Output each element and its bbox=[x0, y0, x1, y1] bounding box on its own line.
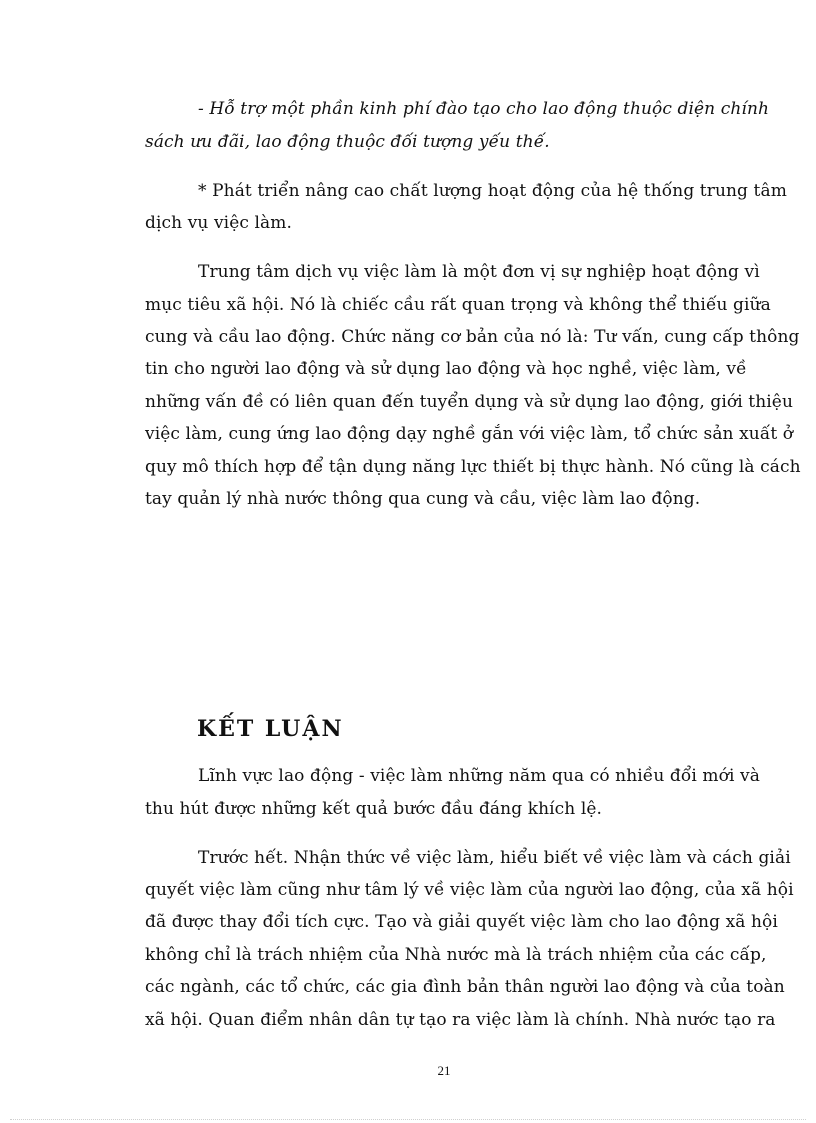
conclusion-paragraph-line: đã được thay đổi tích cực. Tạo và giải quyết việc làm cho lao động xã hội bbox=[145, 912, 778, 932]
section-heading-line-1: * Phát triển nâng cao chất lượng hoạt động của hệ thống trung tâm bbox=[198, 181, 787, 201]
service-paragraph-line: tay quản lý nhà nước thông qua cung và cầu, việc làm lao động. bbox=[145, 489, 701, 509]
service-paragraph-line: những vấn đề có liên quan đến tuyển dụng và sử dụng lao động, giới thiệu bbox=[145, 392, 793, 412]
service-paragraph-line: cung và cầu lao động. Chức năng cơ bản của nó là: Tư vấn, cung cấp thông bbox=[145, 327, 800, 347]
conclusion-title: KẾT LUẬN bbox=[197, 716, 344, 742]
intro-line-1: - Hỗ trợ một phần kinh phí đào tạo cho lao động thuộc diện chính bbox=[198, 99, 770, 119]
conclusion-paragraph-line: Lĩnh vực lao động - việc làm những năm qua có nhiều đổi mới và bbox=[198, 766, 760, 786]
conclusion-paragraph-line: các ngành, các tổ chức, các gia đình bản thân người lao động và của toàn bbox=[145, 977, 785, 997]
section-heading-line-2: dịch vụ việc làm. bbox=[145, 213, 292, 233]
service-paragraph-line: mục tiêu xã hội. Nó là chiếc cầu rất quan trọng và không thể thiếu giữa bbox=[145, 295, 771, 315]
conclusion-paragraph-line: quyết việc làm cũng như tâm lý về việc làm của người lao động, của xã hội bbox=[145, 880, 794, 900]
conclusion-paragraph-line: Trước hết. Nhận thức về việc làm, hiểu biết về việc làm và cách giải bbox=[198, 848, 791, 868]
service-paragraph-line: Trung tâm dịch vụ việc làm là một đơn vị sự nghiệp hoạt động vì bbox=[198, 262, 760, 282]
page-number: 21 bbox=[437, 1063, 451, 1078]
conclusion-paragraph-line: thu hút được những kết quả bước đầu đáng khích lệ. bbox=[145, 799, 603, 819]
intro-line-2: sách ưu đãi, lao động thuộc đối tượng yếu thế. bbox=[145, 132, 550, 152]
conclusion-paragraph-line: không chỉ là trách nhiệm của Nhà nước mà là trách nhiệm của các cấp, bbox=[145, 945, 767, 965]
page-bottom-divider bbox=[10, 1119, 806, 1120]
service-paragraph-line: quy mô thích hợp để tận dụng năng lực thiết bị thực hành. Nó cũng là cách bbox=[145, 457, 801, 477]
service-paragraph-line: việc làm, cung ứng lao động dạy nghề gắn với việc làm, tổ chức sản xuất ở bbox=[145, 424, 794, 444]
conclusion-paragraph-line: xã hội. Quan điểm nhân dân tự tạo ra việc làm là chính. Nhà nước tạo ra bbox=[145, 1010, 776, 1030]
service-paragraph-line: tin cho người lao động và sử dụng lao động và học nghề, việc làm, về bbox=[145, 359, 747, 379]
